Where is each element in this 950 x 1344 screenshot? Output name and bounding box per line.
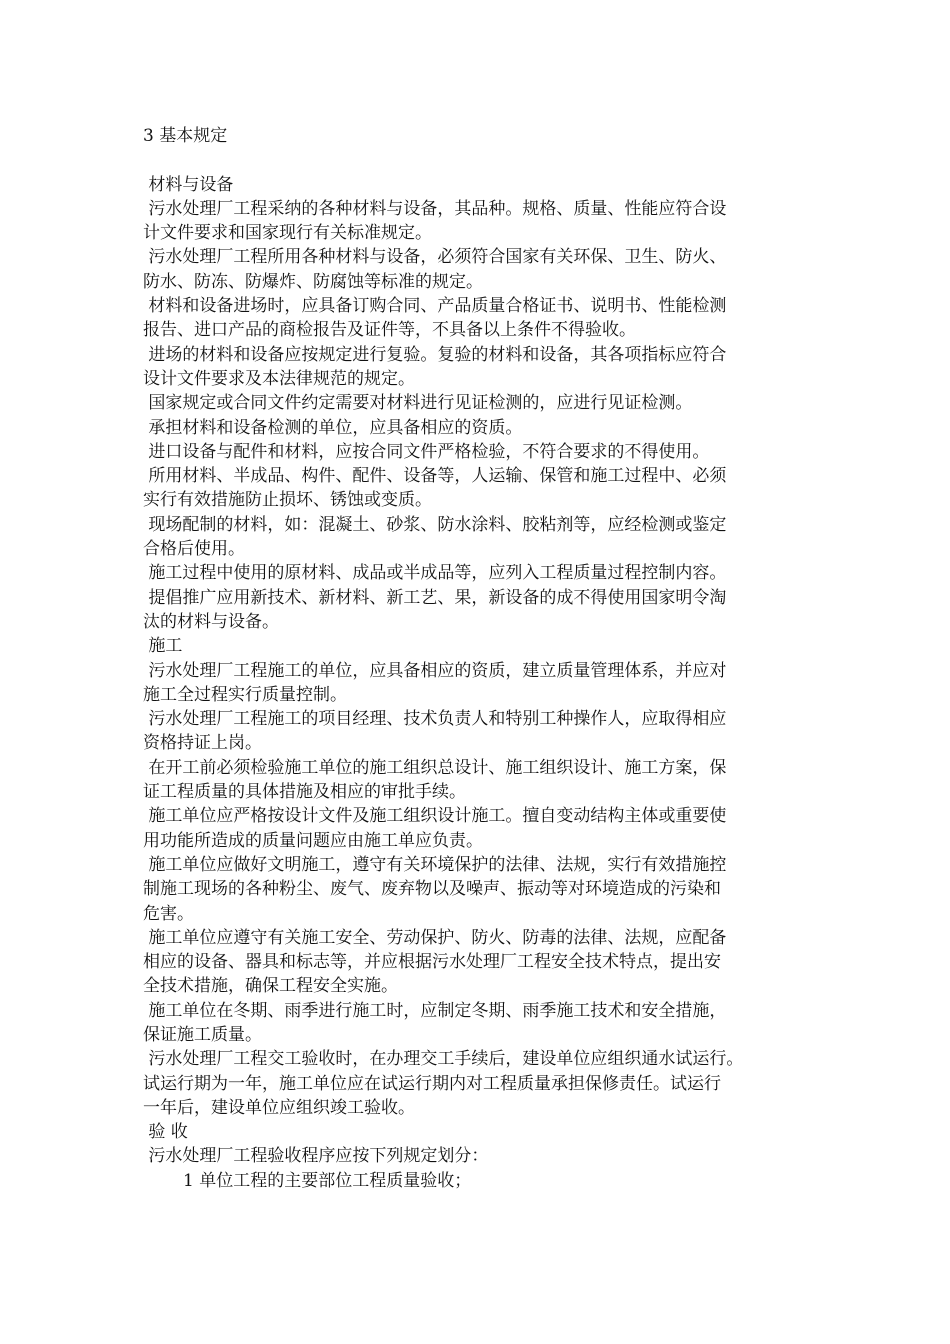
text-line: 材料和设备进场时，应具备订购合同、产品质量合格证书、说明书、性能检测 (143, 296, 727, 317)
text-line: 污水处理厂工程交工验收时，在办理交工手续后，建设单位应组织通水试运行。 (143, 1049, 744, 1070)
text-line: 试运行期为一年，施工单位应在试运行期内对工程质量承担保修责任。试运行 (143, 1073, 721, 1094)
text-line: 报告、进口产品的商检报告及证件等，不具备以上条件不得验收。 (143, 320, 636, 341)
document-body (143, 173, 823, 1193)
text-line: 相应的设备、器具和标志等，并应根据污水处理厂工程安全技术特点，提出安 (143, 952, 721, 973)
text-line: 材料与设备 (143, 174, 234, 195)
text-line: 在开工前必须检验施工单位的施工组织总设计、施工组织设计、施工方案，保 (143, 757, 727, 778)
text-line: 合格后使用。 (143, 539, 245, 560)
text-line: 证工程质量的具体措施及相应的审批手续。 (143, 782, 466, 803)
text-line: 进口设备与配件和材料，应按合同文件严格检验，不符合要求的不得使用。 (143, 441, 710, 462)
text-line: 施工单位应做好文明施工，遵守有关环境保护的法律、法规，实行有效措施控 (143, 854, 727, 875)
text-line: 资格持证上岗。 (143, 733, 262, 754)
text-line: 施工单位应严格按设计文件及施工组织设计施工。擅自变动结构主体或重要使 (143, 806, 727, 827)
text-line: 设计文件要求及本法律规范的规定。 (143, 368, 415, 389)
text-line: 污水处理厂工程施工的单位，应具备相应的资质，建立质量管理体系，并应对 (143, 660, 727, 681)
text-line: 所用材料、半成品、构件、配件、设备等，人运输、保管和施工过程中、必须 (143, 466, 727, 487)
text-line: 防水、防冻、防爆炸、防腐蚀等标准的规定。 (143, 271, 483, 292)
list-item: 1 单位工程的主要部位工程质量验收； (183, 1170, 472, 1191)
text-line: 进场的材料和设备应按规定进行复验。复验的材料和设备，其各项指标应符合 (143, 344, 727, 365)
text-line: 制施工现场的各种粉尘、废气、废弃物以及噪声、振动等对环境造成的污染和 (143, 879, 721, 900)
text-line: 污水处理厂工程施工的项目经理、技术负责人和特别工种操作人，应取得相应 (143, 709, 727, 730)
text-line: 实行有效措施防止损坏、锈蚀或变质。 (143, 490, 432, 511)
text-line: 现场配制的材料，如：混凝土、砂浆、防水涂料、胶粘剂等，应经检测或鉴定 (143, 514, 727, 535)
section-title: 3 基本规定 (143, 126, 228, 146)
text-line: 施工单位在冬期、雨季进行施工时，应制定冬期、雨季施工技术和安全措施， (143, 1000, 727, 1021)
text-line: 污水处理厂工程所用各种材料与设备，必须符合国家有关环保、卫生、防火、 (143, 247, 727, 268)
text-line: 施工过程中使用的原材料、成品或半成品等，应列入工程质量过程控制内容。 (143, 563, 727, 584)
text-line: 污水处理厂工程验收程序应按下列规定划分： (143, 1146, 489, 1167)
text-line: 危害。 (143, 903, 194, 924)
text-line: 全技术措施，确保工程安全实施。 (143, 976, 398, 997)
document-content (143, 124, 823, 1193)
text-line: 承担材料和设备检测的单位，应具备相应的资质。 (143, 417, 523, 438)
text-line: 汰的材料与设备。 (143, 611, 279, 632)
text-line: 验 收 (143, 1122, 188, 1143)
text-line: 一年后，建设单位应组织竣工验收。 (143, 1097, 415, 1118)
text-line: 污水处理厂工程采纳的各种材料与设备，其品种。规格、质量、性能应符合设 (143, 198, 727, 219)
text-line: 保证施工质量。 (143, 1024, 262, 1045)
text-line: 施工全过程实行质量控制。 (143, 684, 347, 705)
text-line: 提倡推广应用新技术、新材料、新工艺、果，新设备的成不得使用国家明令淘 (143, 587, 727, 608)
text-line: 用功能所造成的质量问题应由施工单应负责。 (143, 830, 483, 851)
text-line: 施工单位应遵守有关施工安全、劳动保护、防火、防毒的法律、法规，应配备 (143, 927, 727, 948)
text-line: 施工 (143, 636, 183, 657)
text-line: 国家规定或合同文件约定需要对材料进行见证检测的，应进行见证检测。 (143, 393, 693, 414)
text-line: 计文件要求和国家现行有关标准规定。 (143, 223, 432, 244)
